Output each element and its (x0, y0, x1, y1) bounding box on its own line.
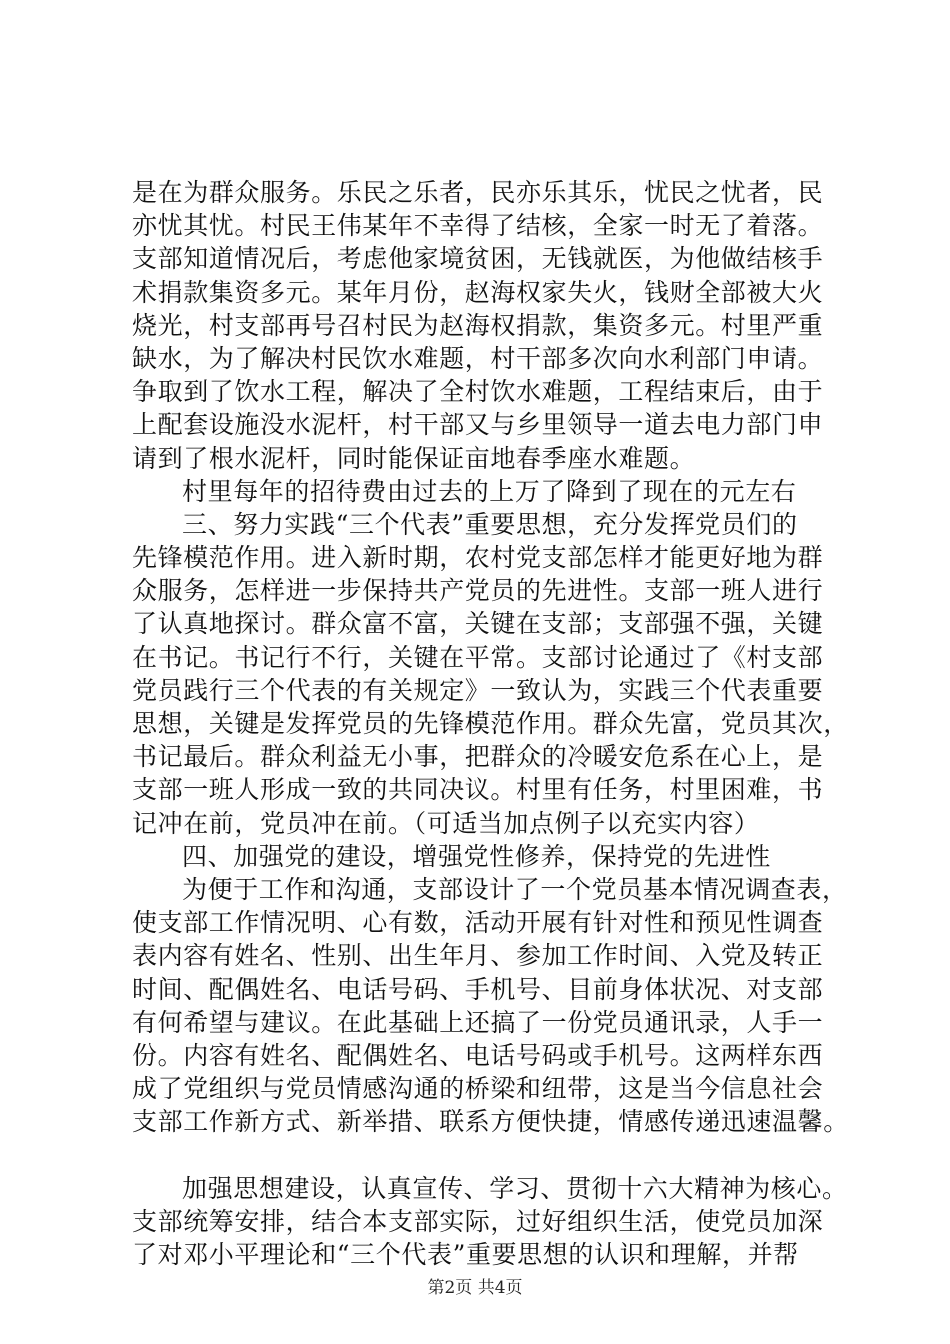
paragraph-1 (132, 176, 852, 475)
text-line: 亦忧其忧。村民王伟某年不幸得了结核，全家一时无了着落。 (132, 211, 824, 241)
text-line: 书记最后。群众利益无小事，把群众的冷暖安危系在心上，是 (132, 742, 824, 772)
document-body (132, 176, 852, 1271)
paragraph-3 (132, 508, 852, 840)
page-footer (0, 1273, 950, 1298)
text-line: 了认真地探讨。群众富不富，关键在支部；支部强不强，关键 (132, 609, 824, 639)
text-line: 支部一班人形成一致的共同决议。村里有任务，村里困难，书 (132, 775, 824, 805)
text-line: 思想，关键是发挥党员的先锋模范作用。群众先富，党员其次， (132, 709, 849, 738)
paragraph-4 (132, 840, 852, 873)
paragraph-spacer (132, 1138, 852, 1171)
text-line: 时间、配偶姓名、电话号码、手机号、目前身体状况、对支部 (132, 974, 824, 1004)
paragraph-6 (132, 1172, 852, 1272)
text-line: 有何希望与建议。在此基础上还搞了一份党员通讯录，人手一 (132, 1007, 824, 1037)
paragraph-2 (132, 475, 852, 508)
text-line: 先锋模范作用。进入新时期，农村党支部怎样才能更好地为群 (132, 543, 824, 573)
text-line: 使支部工作情况明、心有数，活动开展有针对性和预见性调查 (132, 908, 824, 938)
text-line: 支部知道情况后，考虑他家境贫困，无钱就医，为他做结核手 (132, 244, 824, 274)
paragraph-5 (132, 873, 852, 1139)
text-line: 支部统筹安排，结合本支部实际，过好组织生活，使党员加深 (132, 1206, 824, 1236)
text-line: 众服务，怎样进一步保持共产党员的先进性。支部一班人进行 (132, 576, 824, 606)
text-line: 支部工作新方式、新举措、联系方便快捷，情感传递迅速温馨。 (132, 1107, 849, 1137)
page-number: 第2页 共4页 (427, 1278, 523, 1298)
section-heading-4: 四、加强党的建设，增强党性修养，保持党的先进性 (182, 841, 771, 871)
text-line: 表内容有姓名、性别、出生年月、参加工作时间、入党及转正 (132, 941, 824, 971)
text-line: 加强思想建设，认真宣传、学习、贯彻十六大精神为核心。 (182, 1173, 848, 1203)
text-line: 烧光，村支部再号召村民为赵海权捐款，集资多元。村里严重 (132, 310, 824, 340)
text-line: 记冲在前，党员冲在前。（可适当加点例子以充实内容） (132, 808, 760, 838)
text-line: 了对邓小平理论和“三个代表”重要思想的认识和理解，并帮 (132, 1240, 799, 1269)
text-line: 份。内容有姓名、配偶姓名、电话号码或手机号。这两样东西 (132, 1040, 824, 1070)
text-line: 在书记。书记行不行，关键在平常。支部讨论通过了《村支部 (132, 642, 824, 672)
section-heading-3: 三、努力实践“三个代表”重要思想，充分发挥党员们的 (182, 509, 798, 539)
text-line: 术捐款集资多元。某年月份，赵海权家失火，钱财全部被大火 (132, 277, 824, 307)
text-line: 请到了根水泥杆，同时能保证亩地春季座水难题。 (132, 443, 696, 473)
text-line: 党员践行三个代表的有关规定》一致认为，实践三个代表重要 (132, 675, 824, 705)
text-line: 村里每年的招待费由过去的上万了降到了现在的元左右 (182, 476, 797, 506)
text-line: 争取到了饮水工程，解决了全村饮水难题，工程结束后，由于 (132, 377, 824, 407)
text-line: 缺水，为了解决村民饮水难题，村干部多次向水利部门申请。 (132, 343, 824, 373)
text-line: 成了党组织与党员情感沟通的桥梁和纽带，这是当今信息社会 (132, 1074, 824, 1104)
text-line: 为便于工作和沟通，支部设计了一个党员基本情况调查表， (182, 874, 848, 904)
text-line: 上配套设施没水泥杆，村干部又与乡里领导一道去电力部门申 (132, 410, 824, 440)
text-line: 是在为群众服务。乐民之乐者，民亦乐其乐，忧民之忧者，民 (132, 178, 824, 207)
